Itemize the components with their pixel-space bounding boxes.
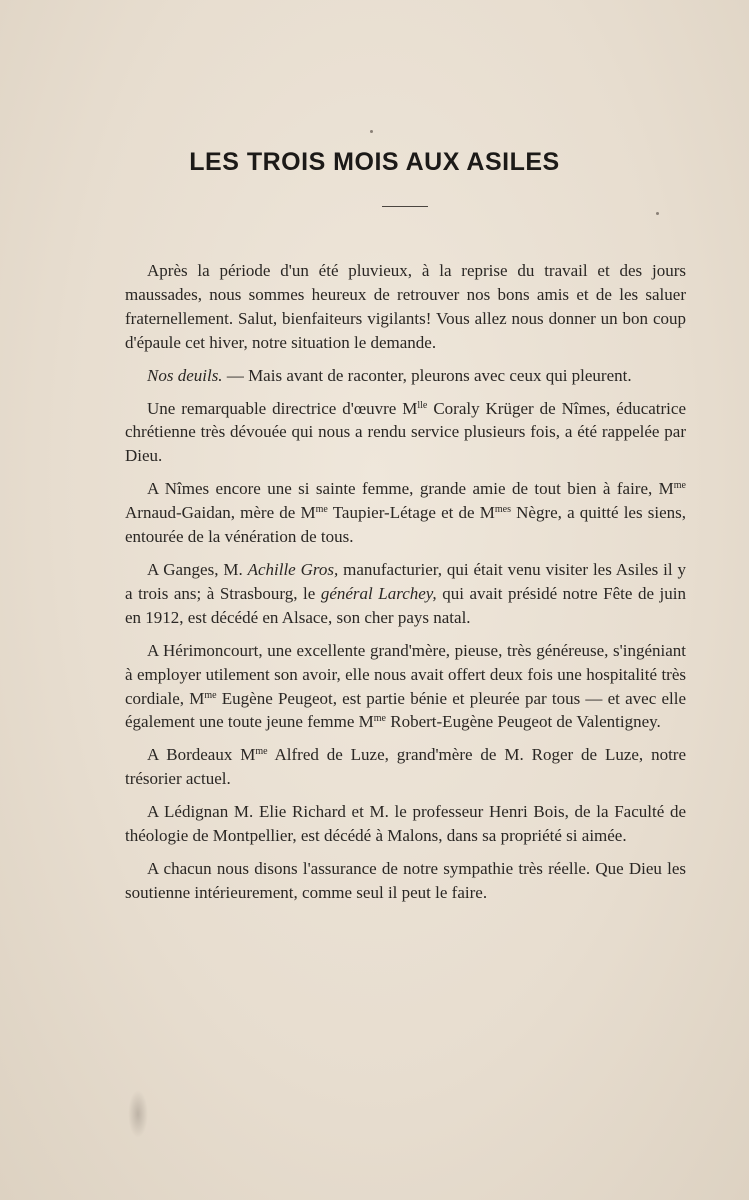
superscript: me [315, 504, 328, 516]
paragraph [125, 477, 686, 549]
text-run: Coraly Krüger de Nîmes, éducatrice chrétienne très dévouée qui nous a rendu service plusieurs fois, a été rappelée par Dieu. [125, 398, 686, 466]
paragraph [125, 800, 686, 848]
text-run: manufacturier, qui était venu visiter les Asiles il y a trois ans; à Strasbourg, le [125, 559, 686, 603]
superscript: lle [417, 399, 428, 411]
superscript: me [255, 746, 268, 758]
text-run: Une remarquable directrice d'œuvre M [147, 398, 418, 418]
italic-text: général Larchey, [320, 583, 437, 603]
text-run: Taupier-Létage et de M [327, 503, 495, 523]
paper-speck [656, 212, 659, 215]
text-run: Eugène Peugeot, est partie bénie et pleurée par tous — et avec elle également une toute jeune femme M [125, 688, 686, 732]
superscript: mes [494, 504, 511, 516]
text-run: Arnaud-Gaidan, mère de M [125, 503, 316, 523]
paragraph [125, 364, 686, 388]
superscript: me [373, 713, 386, 725]
text-run: A Hérimoncourt, une excellente grand'mère, pieuse, très généreuse, s'ingéniant à employer utilement son avoir, elle nous avait offert deux fois une hospitalité très cordiale, M [125, 640, 686, 708]
superscript: me [204, 689, 217, 701]
text-run: Alfred de Luze, grand'mère de M. Roger de Luze, notre trésorier actuel. [125, 745, 687, 789]
text-run: A Nîmes encore une si sainte femme, grande amie de tout bien à faire, M [147, 479, 674, 499]
text-run: Nègre, a quitté les siens, entourée de la vénération de tous. [125, 503, 686, 547]
italic-text: Nos deuils. [147, 365, 223, 385]
paragraph [125, 259, 686, 355]
page-title: LES TROIS MOIS AUX ASILES [189, 148, 560, 176]
text-run: A chacun nous disons l'assurance de notre sympathie très réelle. Que Dieu les soutienne intérieurement, comme seul il peut le faire. [125, 858, 686, 902]
paragraph [125, 639, 686, 735]
text-run: A Bordeaux M [147, 745, 256, 765]
paper-smudge [128, 1090, 148, 1138]
text-run: A Lédignan M. Elie Richard et M. le professeur Henri Bois, de la Faculté de théologie de Montpellier, est décédé à Malons, dans sa propriété si aimée. [125, 802, 686, 846]
text-run: Robert-Eugène Peugeot de Valentigney. [386, 712, 661, 732]
paragraph [125, 397, 686, 469]
text-run: A Ganges, M. [147, 559, 248, 579]
paper-speck [370, 130, 373, 133]
title-divider [382, 206, 428, 207]
paragraph [125, 857, 686, 905]
superscript: me [673, 480, 686, 492]
paragraph [125, 558, 686, 630]
text-run: — Mais avant de raconter, pleurons avec ceux qui pleurent. [222, 365, 632, 385]
text-run: Après la période d'un été pluvieux, à la reprise du travail et des jours maussades, nous sommes heureux de retrouver nos bons amis et de les saluer fraternellement. Salut, bienfaiteurs vigilants! Vous allez nous donner un bon coup d'épaule cet hiver, notre situation le demande. [125, 261, 686, 352]
italic-text: Achille Gros, [247, 559, 339, 579]
text-run: qui avait présidé notre Fête de juin en 1912, est décédé en Alsace, son cher pays natal. [125, 583, 686, 627]
paragraph [125, 743, 686, 791]
body-text [125, 259, 686, 914]
